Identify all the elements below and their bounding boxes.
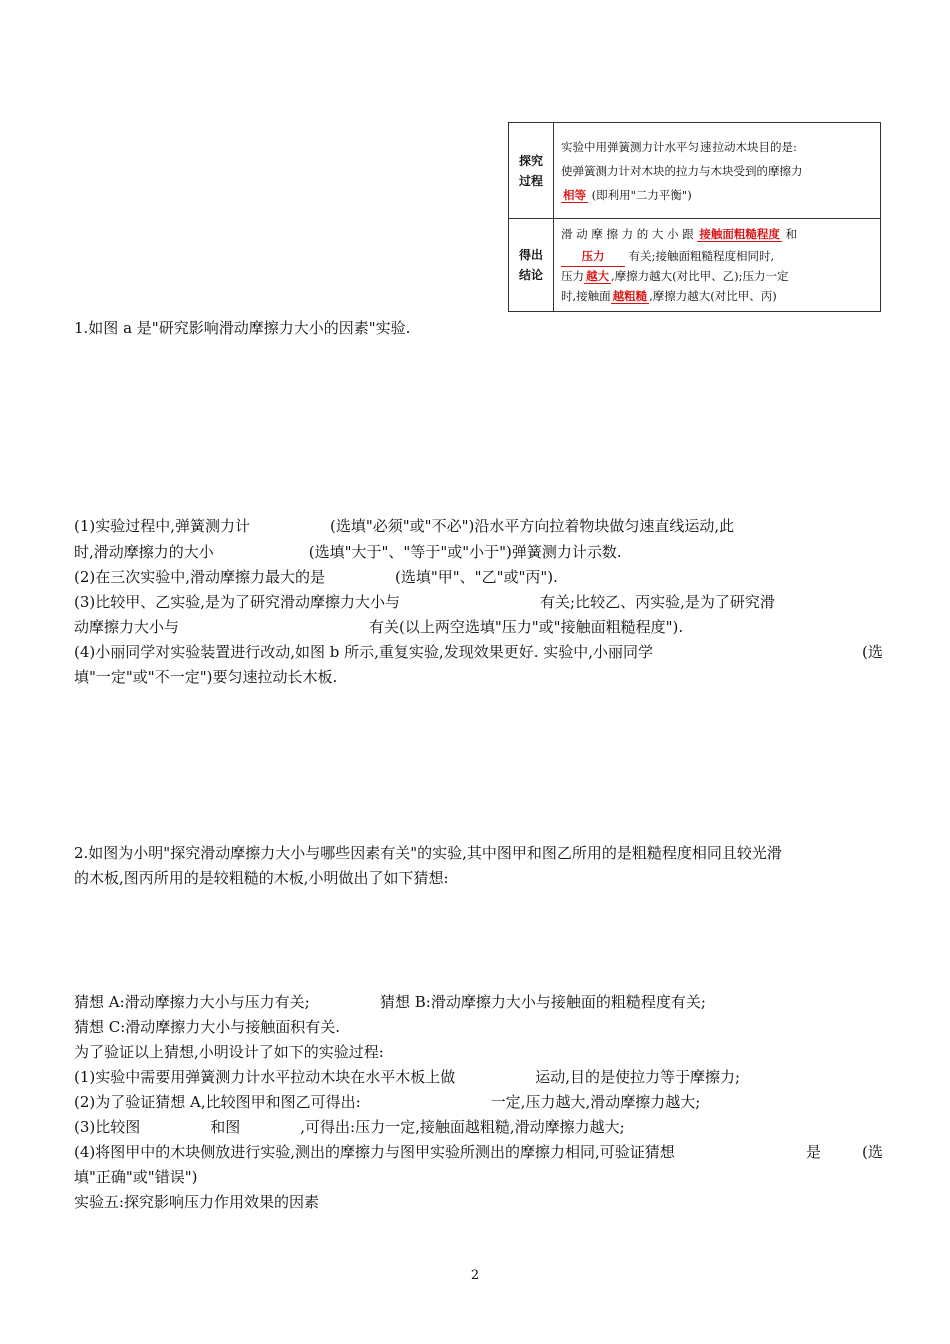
text: 运动,目的是使拉力等于摩擦力; xyxy=(535,1068,741,1086)
summary-line xyxy=(561,185,874,205)
q1-title: 1.如图 a 是"研究影响滑动摩擦力大小的因素"实验. xyxy=(74,319,411,337)
text: (选填"必须"或"不必")沿水平方向拉着物块做匀速直线运动,此 xyxy=(330,517,735,535)
text: (2)在三次实验中,滑动摩擦力最大的是 xyxy=(74,568,326,586)
text: 时,滑动摩擦力的大小 xyxy=(74,543,214,561)
q1-part4-line2: 填"一定"或"不一定")要匀速拉动长木板. xyxy=(74,668,338,686)
text: (2)为了验证猜想 A,比较图甲和图乙可得出: xyxy=(74,1093,361,1111)
summary-line xyxy=(561,137,874,157)
text: (即利用"二力平衡") xyxy=(591,188,692,202)
q1-part1-line1 xyxy=(74,516,734,536)
text: 拉动木块目的是: xyxy=(712,140,797,154)
summary-line xyxy=(561,224,874,244)
answer-text: 相等 xyxy=(563,188,586,202)
text: 时,接触面 xyxy=(561,289,611,303)
header-text: 探究 xyxy=(518,153,543,168)
text: (1)实验中需要用弹簧测力计水平拉动木块在水平木板上做 xyxy=(74,1068,456,1086)
page-number: 2 xyxy=(470,1268,480,1283)
q2-title-line2: 的木板,图丙所用的是较粗糙的木板,小明做出了如下猜想: xyxy=(74,869,449,887)
q2-step2 xyxy=(74,1092,700,1112)
text: 有关;比较乙、丙实验,是为了研究滑 xyxy=(540,593,775,611)
header-text: 得出 xyxy=(518,247,543,262)
header-text: 过程 xyxy=(518,173,543,188)
q2-guess-a: 猜想 A:滑动摩擦力大小与压力有关; xyxy=(74,993,310,1011)
text: 实验中用弹簧测力计水平 xyxy=(561,140,688,154)
q2-step4-is: 是 xyxy=(806,1143,822,1161)
q2-step3 xyxy=(74,1117,625,1137)
answer-text: 接触面粗糙程度 xyxy=(699,227,780,241)
next-experiment-heading: 实验五:探究影响压力作用效果的因素 xyxy=(74,1193,320,1211)
q2-title-line1: 2.如图为小明"探究滑动摩擦力大小与哪些因素有关"的实验,其中图甲和图乙所用的是粗糙程度相同且较光滑 xyxy=(74,844,782,862)
q1-part1-line2 xyxy=(74,542,622,562)
summary-header-conclusion xyxy=(509,218,554,311)
q1-part4-line1 xyxy=(74,642,653,662)
q2-intro: 为了验证以上猜想,小明设计了如下的实验过程: xyxy=(74,1043,384,1061)
q2-step4-line2: 填"正确"或"错误") xyxy=(74,1168,198,1186)
summary-table xyxy=(508,122,881,312)
q2-guess-b: 猜想 B:滑动摩擦力大小与接触面的粗糙程度有关; xyxy=(380,993,706,1011)
answer-text: 压力 xyxy=(561,246,625,267)
text: (1)实验过程中,弹簧测力计 xyxy=(74,517,251,535)
text: ,摩擦力越大(对比甲、乙);压力一定 xyxy=(611,269,789,283)
text: 一定,压力越大,滑动摩擦力越大; xyxy=(490,1093,701,1111)
header-text: 结论 xyxy=(518,267,543,282)
text: 压力 xyxy=(561,269,584,283)
text: (4)小丽同学对实验装置进行改动,如图 b 所示,重复实验,发现效果更好. 实验中,小丽同学 xyxy=(74,643,653,661)
answer-text: 越大 xyxy=(586,269,609,283)
q2-step4-line1: (4)将图甲中的木块侧放进行实验,测出的摩擦力与图甲实验所测出的摩擦力相同,可验证猜想 xyxy=(74,1143,675,1161)
emphasis-text: 匀速 xyxy=(687,140,713,154)
q1-part3-line1 xyxy=(74,592,775,612)
q2-step4-tail: (选 xyxy=(862,1143,883,1161)
text: (选填"大于"、"等于"或"小于")弹簧测力计示数. xyxy=(308,543,622,561)
summary-line xyxy=(561,266,874,286)
text: ,摩擦力越大(对比甲、丙) xyxy=(649,289,777,303)
text: 有关(以上两空选填"压力"或"接触面粗糙程度"). xyxy=(369,618,684,636)
summary-line xyxy=(561,286,874,306)
summary-line: 使弹簧测力计对木块的拉力与木块受到的摩擦力 xyxy=(561,164,803,178)
summary-row-conclusion xyxy=(509,218,880,311)
text: (3)比较图 xyxy=(74,1118,141,1136)
summary-header-process xyxy=(509,123,554,218)
summary-line xyxy=(561,246,874,267)
text: ,可得出:压力一定,接触面越粗糙,滑动摩擦力越大; xyxy=(300,1118,625,1136)
q1-part2 xyxy=(74,567,558,587)
answer-text: 越粗糙 xyxy=(612,289,648,303)
q1-part3-line2 xyxy=(74,617,683,637)
text: 和图 xyxy=(210,1118,241,1136)
q1-part4-tail: (选 xyxy=(862,643,883,661)
summary-row-process xyxy=(509,123,880,219)
q2-step1 xyxy=(74,1067,740,1087)
text: 动摩擦力大小与 xyxy=(74,618,180,636)
text: 有关;接触面粗糙程度相同时, xyxy=(628,249,775,263)
text: (3)比较甲、乙实验,是为了研究滑动摩擦力大小与 xyxy=(74,593,401,611)
text: (选填"甲"、"乙"或"丙"). xyxy=(395,568,558,586)
q2-guess-c: 猜想 C:滑动摩擦力大小与接触面积有关. xyxy=(74,1018,341,1036)
text: 和 xyxy=(785,227,798,241)
text: 滑 动 摩 擦 力 的 大 小 跟 xyxy=(561,227,694,241)
